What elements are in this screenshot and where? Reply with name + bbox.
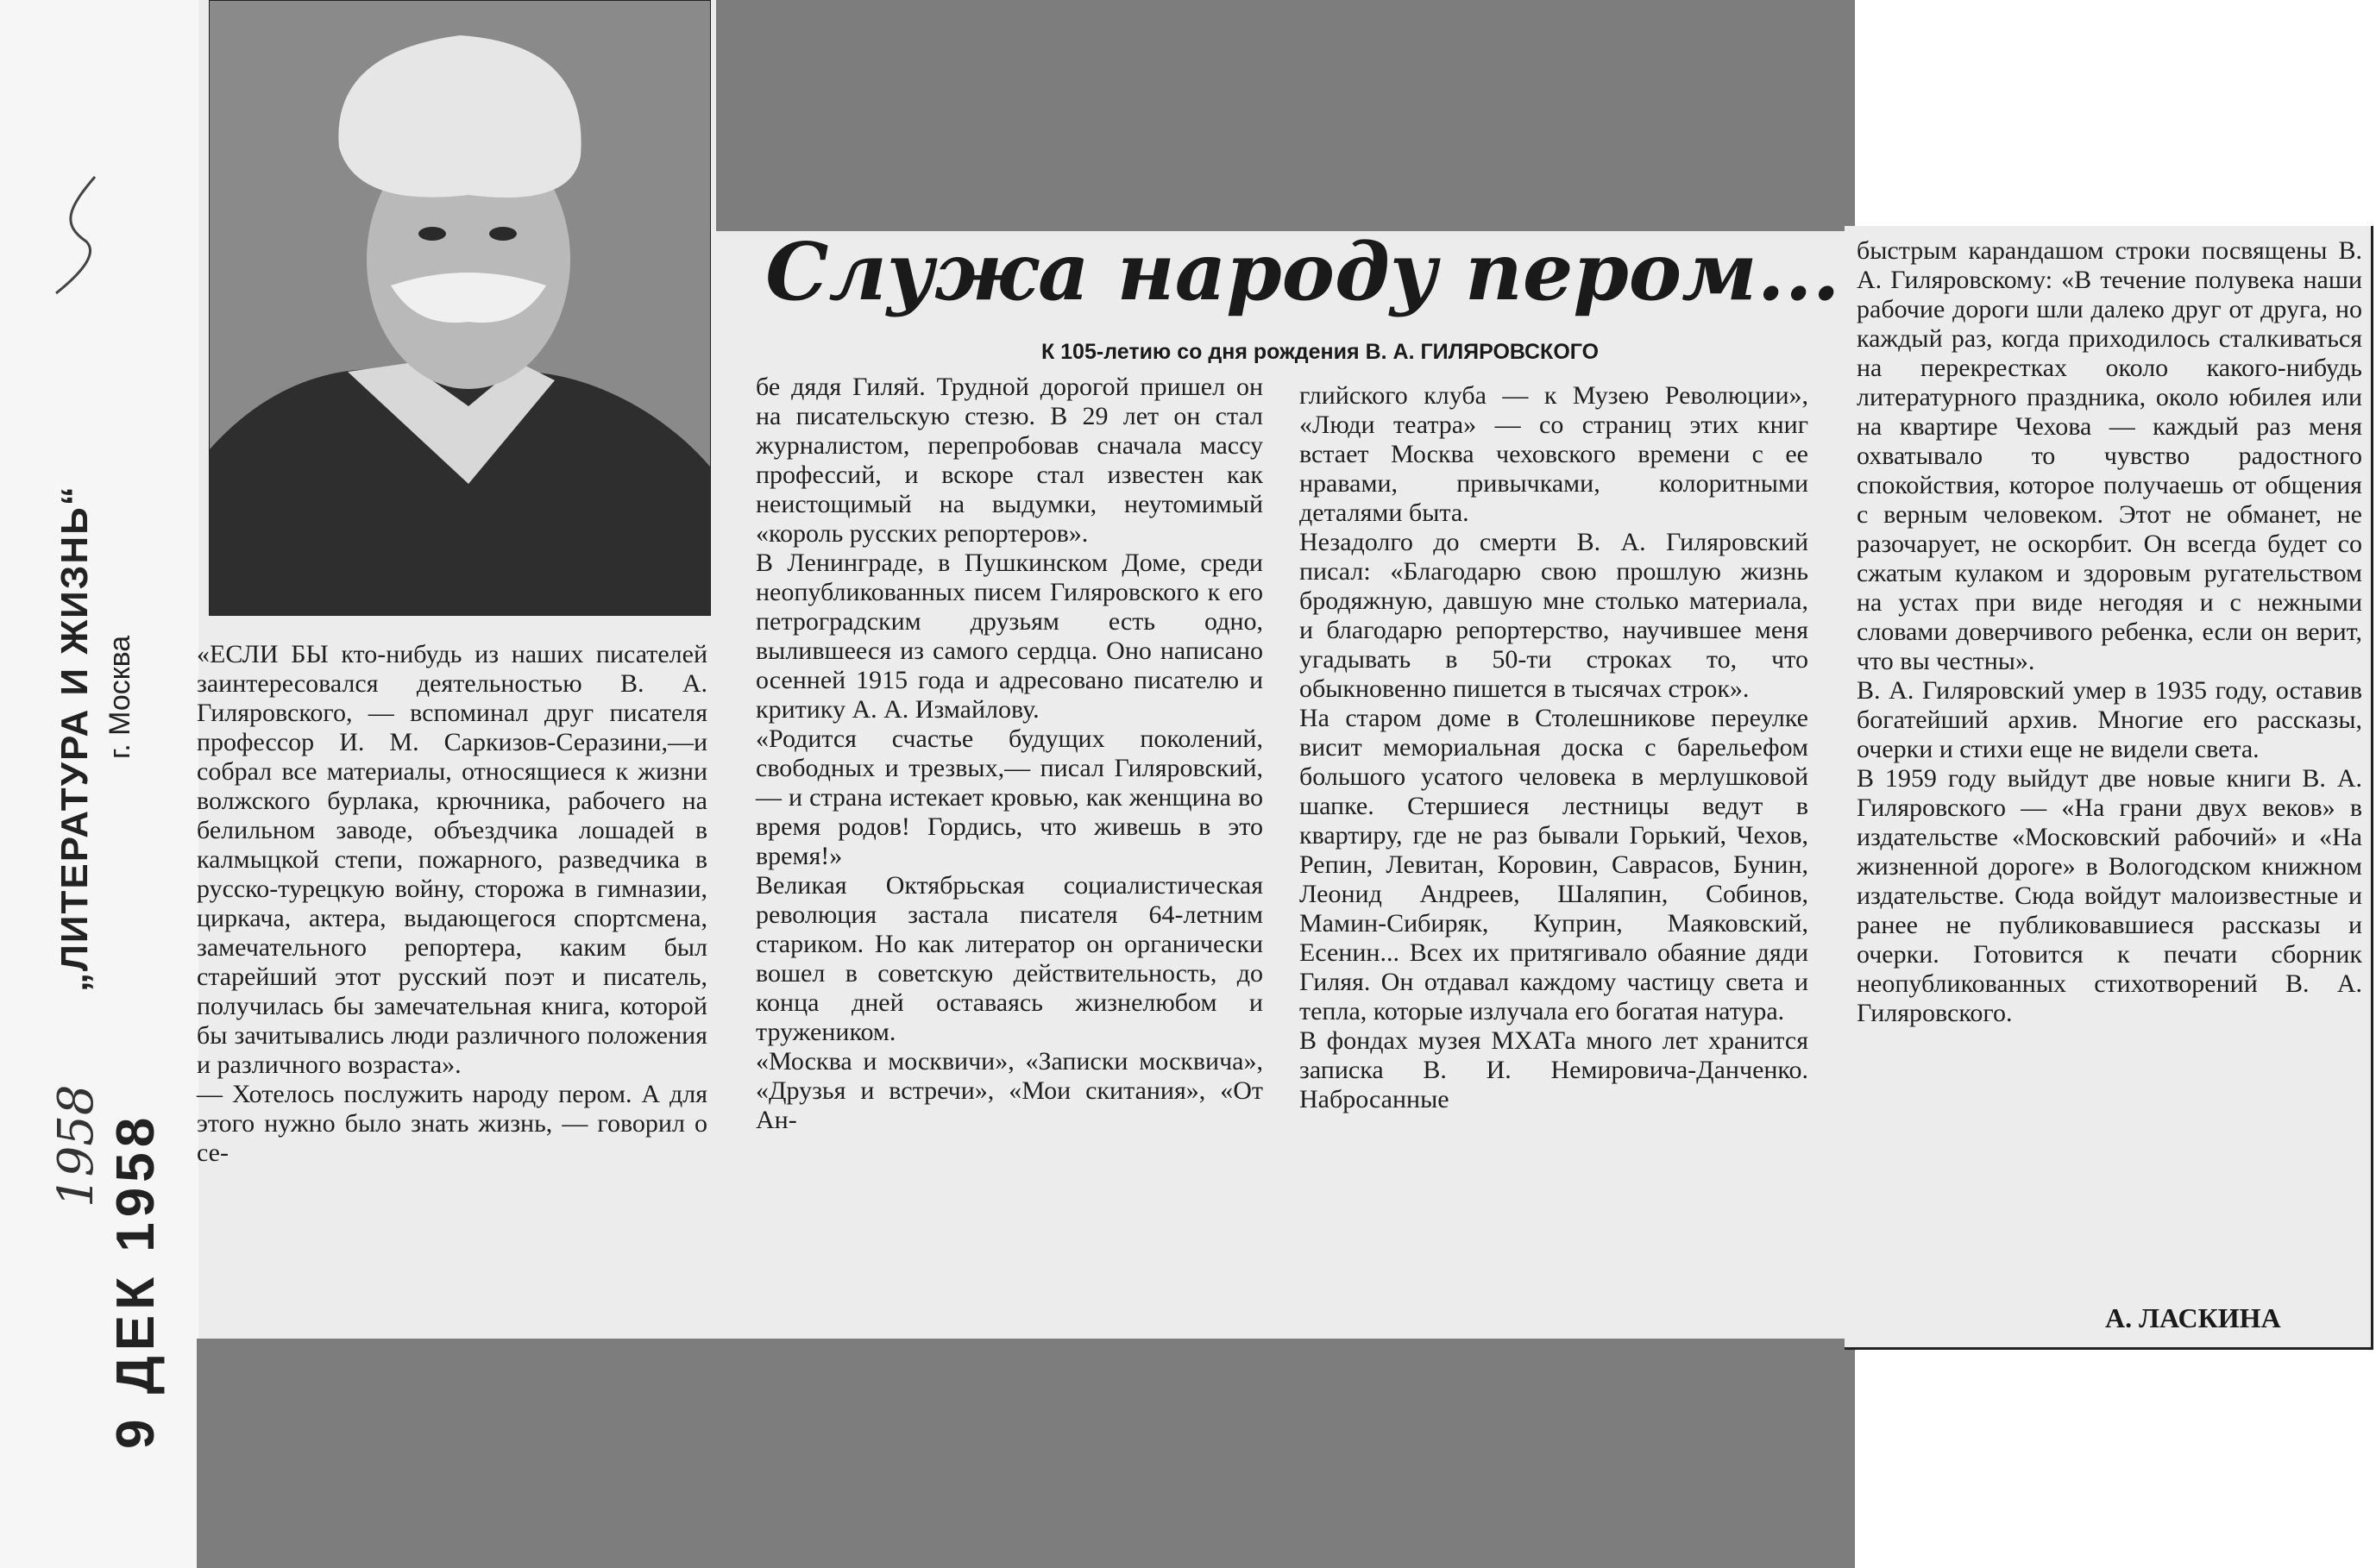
- article-headline: Служа народу пером...: [765, 225, 1840, 318]
- date-stamp: 9 ДЕК 1958: [106, 1112, 166, 1449]
- pencil-mark-icon: [52, 172, 104, 302]
- paragraph: Великая Октябрьская социалистическая революция застала писателя 64-летним стариком. Но как литератор он органически вошел в советскую действительность, до конца дней оставаясь жизнелюбом и тружеником.: [756, 871, 1263, 1046]
- article-author: А. ЛАСКИНА: [2105, 1302, 2281, 1333]
- backing-board-bottom: [197, 1339, 1855, 1568]
- article-column-2: [756, 373, 1263, 1135]
- paragraph: На старом доме в Столешникове переулке висит мемориальная доска с барельефом большого усатого человека в мерлушковой шапке. Стершиеся лестницы ведут в квартиру, где не раз бывали Горький, Чехов, Репин, Левитан, Коровин, Саврасов, Бунин, Леонид Андреев, Шаляпин, Собинов, Мамин-Сибиряк, Куприн, Маяковский, Есенин... Всех их притягивало обаяние дяди Гиляя. Он отдавал каждому частицу света и тепла, которые излучала его богатая натура.: [1299, 704, 1808, 1025]
- paragraph: быстрым карандашом строки посвящены В. А. Гиляровскому: «В течение полувека наши рабочие дороги шли далеко друг от друга, но каждый раз, когда приходилось сталкиваться на перекрестках около какого-нибудь литературного праздника, около юбилея или на квартире Чехова — каждый раз меня охватывало то чувство радостного спокойствия, которое получаешь от общения с верным человеком. Этот не обманет, не разочарует, не оскорбит. Он всегда будет со сжатым кулаком и здоровым ругательством на устах при виде негодяя и с нежными словами доверчивого ребенка, если он верит, что вы честны».: [1857, 236, 2362, 675]
- paragraph: — Хотелось послужить народу пером. А для этого нужно было знать жизнь, — говорил о се-: [197, 1080, 707, 1167]
- article-column-4: [1857, 236, 2362, 1028]
- portrait-image: [210, 1, 710, 615]
- paragraph: В Ленинграде, в Пушкинском Доме, среди неопубликованных писем Гиляровского к его петроградским друзьям есть одно, вылившееся из самого сердца. Оно написано осенней 1915 года и адресовано писателю и критику А. А. Измайлову.: [756, 549, 1263, 724]
- paragraph: Незадолго до смерти В. А. Гиляровский писал: «Благодарю свою прошлую жизнь бродяжную, давшую мне столько материала, и благодарю репортерство, научившее меня угадывать в 50-ти строках то, что обыкновенно пишется в тысячах строк».: [1299, 528, 1808, 703]
- article-column-1: [197, 640, 707, 1168]
- paragraph: «Родится счастье будущих поколений, свободных и трезвых,— писал Гиляровский, — и страна истекает кровью, как женщина во время родов! Гордись, что живешь в это время!»: [756, 724, 1263, 870]
- handwritten-year: 1958: [48, 1084, 104, 1207]
- paragraph: глийского клуба — к Музею Революции», «Люди театра» — со страниц этих книг встает Москва чеховского времени с ее нравами, привычками, колоритными деталями быта.: [1299, 381, 1808, 527]
- paragraph: бе дядя Гиляй. Трудной дорогой пришел он на писательскую стезю. В 29 лет он стал журналистом, перепробовав сначала массу профессий, и вскоре стал известен как неистощимый на выдумки, неутомимый «король русских репортеров».: [756, 373, 1263, 548]
- paragraph: «Москва и москвичи», «Записки москвича», «Друзья и встречи», «Мои скитания», «От Ан-: [756, 1047, 1263, 1134]
- newspaper-city: г. Москва: [104, 635, 136, 759]
- article-subheading: К 105-летию со дня рождения В. А. ГИЛЯРОВСКОГО: [1040, 340, 1600, 364]
- paragraph: «ЕСЛИ БЫ кто-нибудь из наших писателей заинтересовался деятельностью В. А. Гиляровского, — вспоминал друг писателя профессор И. М. Саркизов-Серазини,—и собрал все материалы, относящиеся к жизни волжского бурлака, крючника, рабочего на белильном заводе, объездчика лошадей в калмыцкой степи, пожарного, разведчика в русско-турецкую войну, сторожа в гимназии, циркача, актера, выдающегося спортсмена, замечательного репортера, каким был старейший этот русский поэт и писатель, получилась бы замечательная книга, которой бы зачитывались люди различного положения и различного возраста».: [197, 640, 707, 1079]
- paragraph: В фондах музея МХАТа много лет хранится записка В. И. Немировича-Данченко. Набросанные: [1299, 1026, 1808, 1113]
- article-column-3: [1299, 381, 1808, 1114]
- newspaper-name: „ЛИТЕРАТУРА И ЖИЗНЬ“: [53, 485, 96, 992]
- portrait-photo: [209, 0, 711, 616]
- archive-sheet-left-margin: [0, 0, 207, 1568]
- backing-board-top: [716, 0, 1855, 231]
- paragraph: В 1959 году выйдут две новые книги В. А. Гиляровского — «На грани двух веков» в издательстве «Московский рабочий» и «На жизненной дороге» в Вологодском книжном издательстве. Сюда войдут малоизвестные и ранее не публиковавшиеся рассказы и очерки. Готовится к печати сборник неопубликованных стихотворений В. А. Гиляровского.: [1857, 764, 2362, 1027]
- paragraph: В. А. Гиляровский умер в 1935 году, оставив богатейший архив. Многие его рассказы, очерки и стихи еще не видели света.: [1857, 676, 2362, 763]
